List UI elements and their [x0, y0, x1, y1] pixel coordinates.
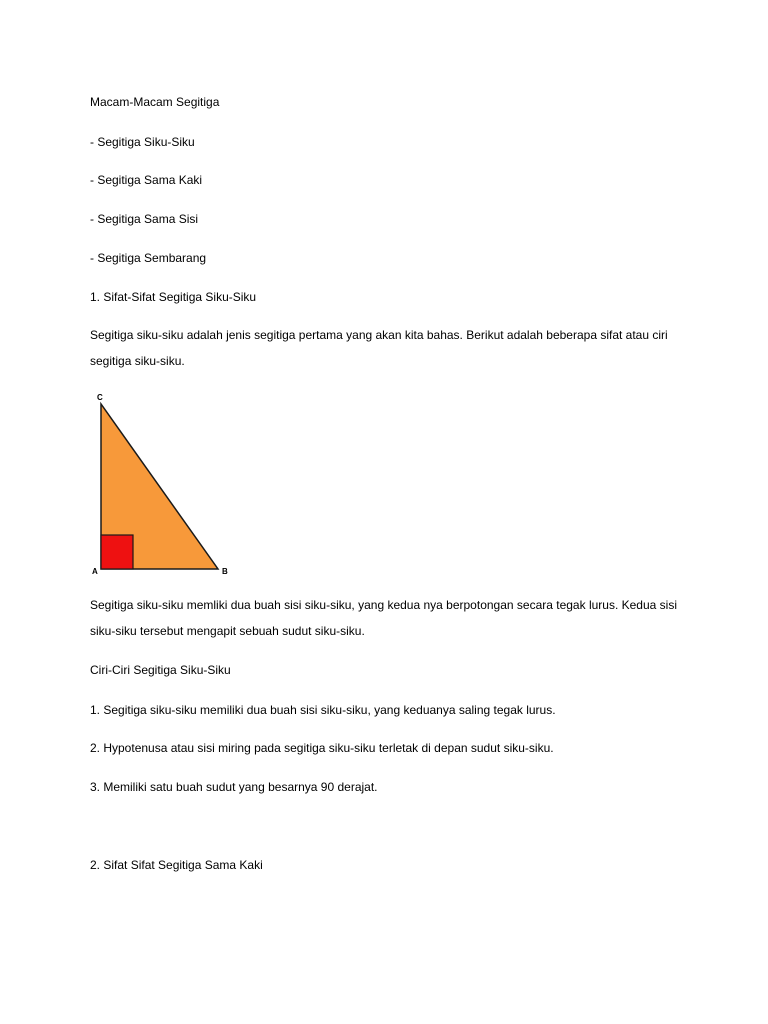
- ciri-item-3: 3. Memiliki satu buah sudut yang besarnya 90 derajat.: [90, 780, 378, 794]
- ciri-item-1: 1. Segitiga siku-siku memiliki dua buah sisi siku-siku, yang keduanya saling tegak lurus.: [90, 703, 556, 717]
- right-triangle-figure: [88, 388, 238, 578]
- vertex-label-b: B: [222, 567, 228, 576]
- vertex-label-a: A: [92, 567, 98, 576]
- right-angle-marker: [101, 535, 133, 569]
- list-item-segitiga-sama-sisi: - Segitiga Sama Sisi: [90, 212, 199, 226]
- description-paragraph: Segitiga siku-siku memliki dua buah sisi siku-siku, yang kedua nya berpotongan secara tegak lurus. Kedua sisi siku-siku tersebut mengapit sebuah sudut siku-siku.: [90, 598, 677, 638]
- section-heading-sama-kaki: 2. Sifat Sifat Segitiga Sama Kaki: [90, 858, 263, 872]
- section-heading-siku-siku: 1. Sifat-Sifat Segitiga Siku-Siku: [90, 290, 257, 304]
- vertex-label-c: C: [97, 393, 103, 402]
- ciri-heading: Ciri-Ciri Segitiga Siku-Siku: [90, 663, 231, 677]
- list-item-segitiga-siku-siku: - Segitiga Siku-Siku: [90, 135, 195, 149]
- ciri-item-2: 2. Hypotenusa atau sisi miring pada segitiga siku-siku terletak di depan sudut siku-siku.: [90, 741, 554, 755]
- intro-paragraph: Segitiga siku-siku adalah jenis segitiga pertama yang akan kita bahas. Berikut adalah beberapa sifat atau ciri segitiga siku-siku.: [90, 328, 668, 368]
- list-item-segitiga-sama-kaki: - Segitiga Sama Kaki: [90, 173, 203, 187]
- list-item-segitiga-sembarang: - Segitiga Sembarang: [90, 251, 207, 265]
- document-title: Macam-Macam Segitiga: [90, 95, 220, 109]
- right-triangle-diagram: [88, 388, 238, 578]
